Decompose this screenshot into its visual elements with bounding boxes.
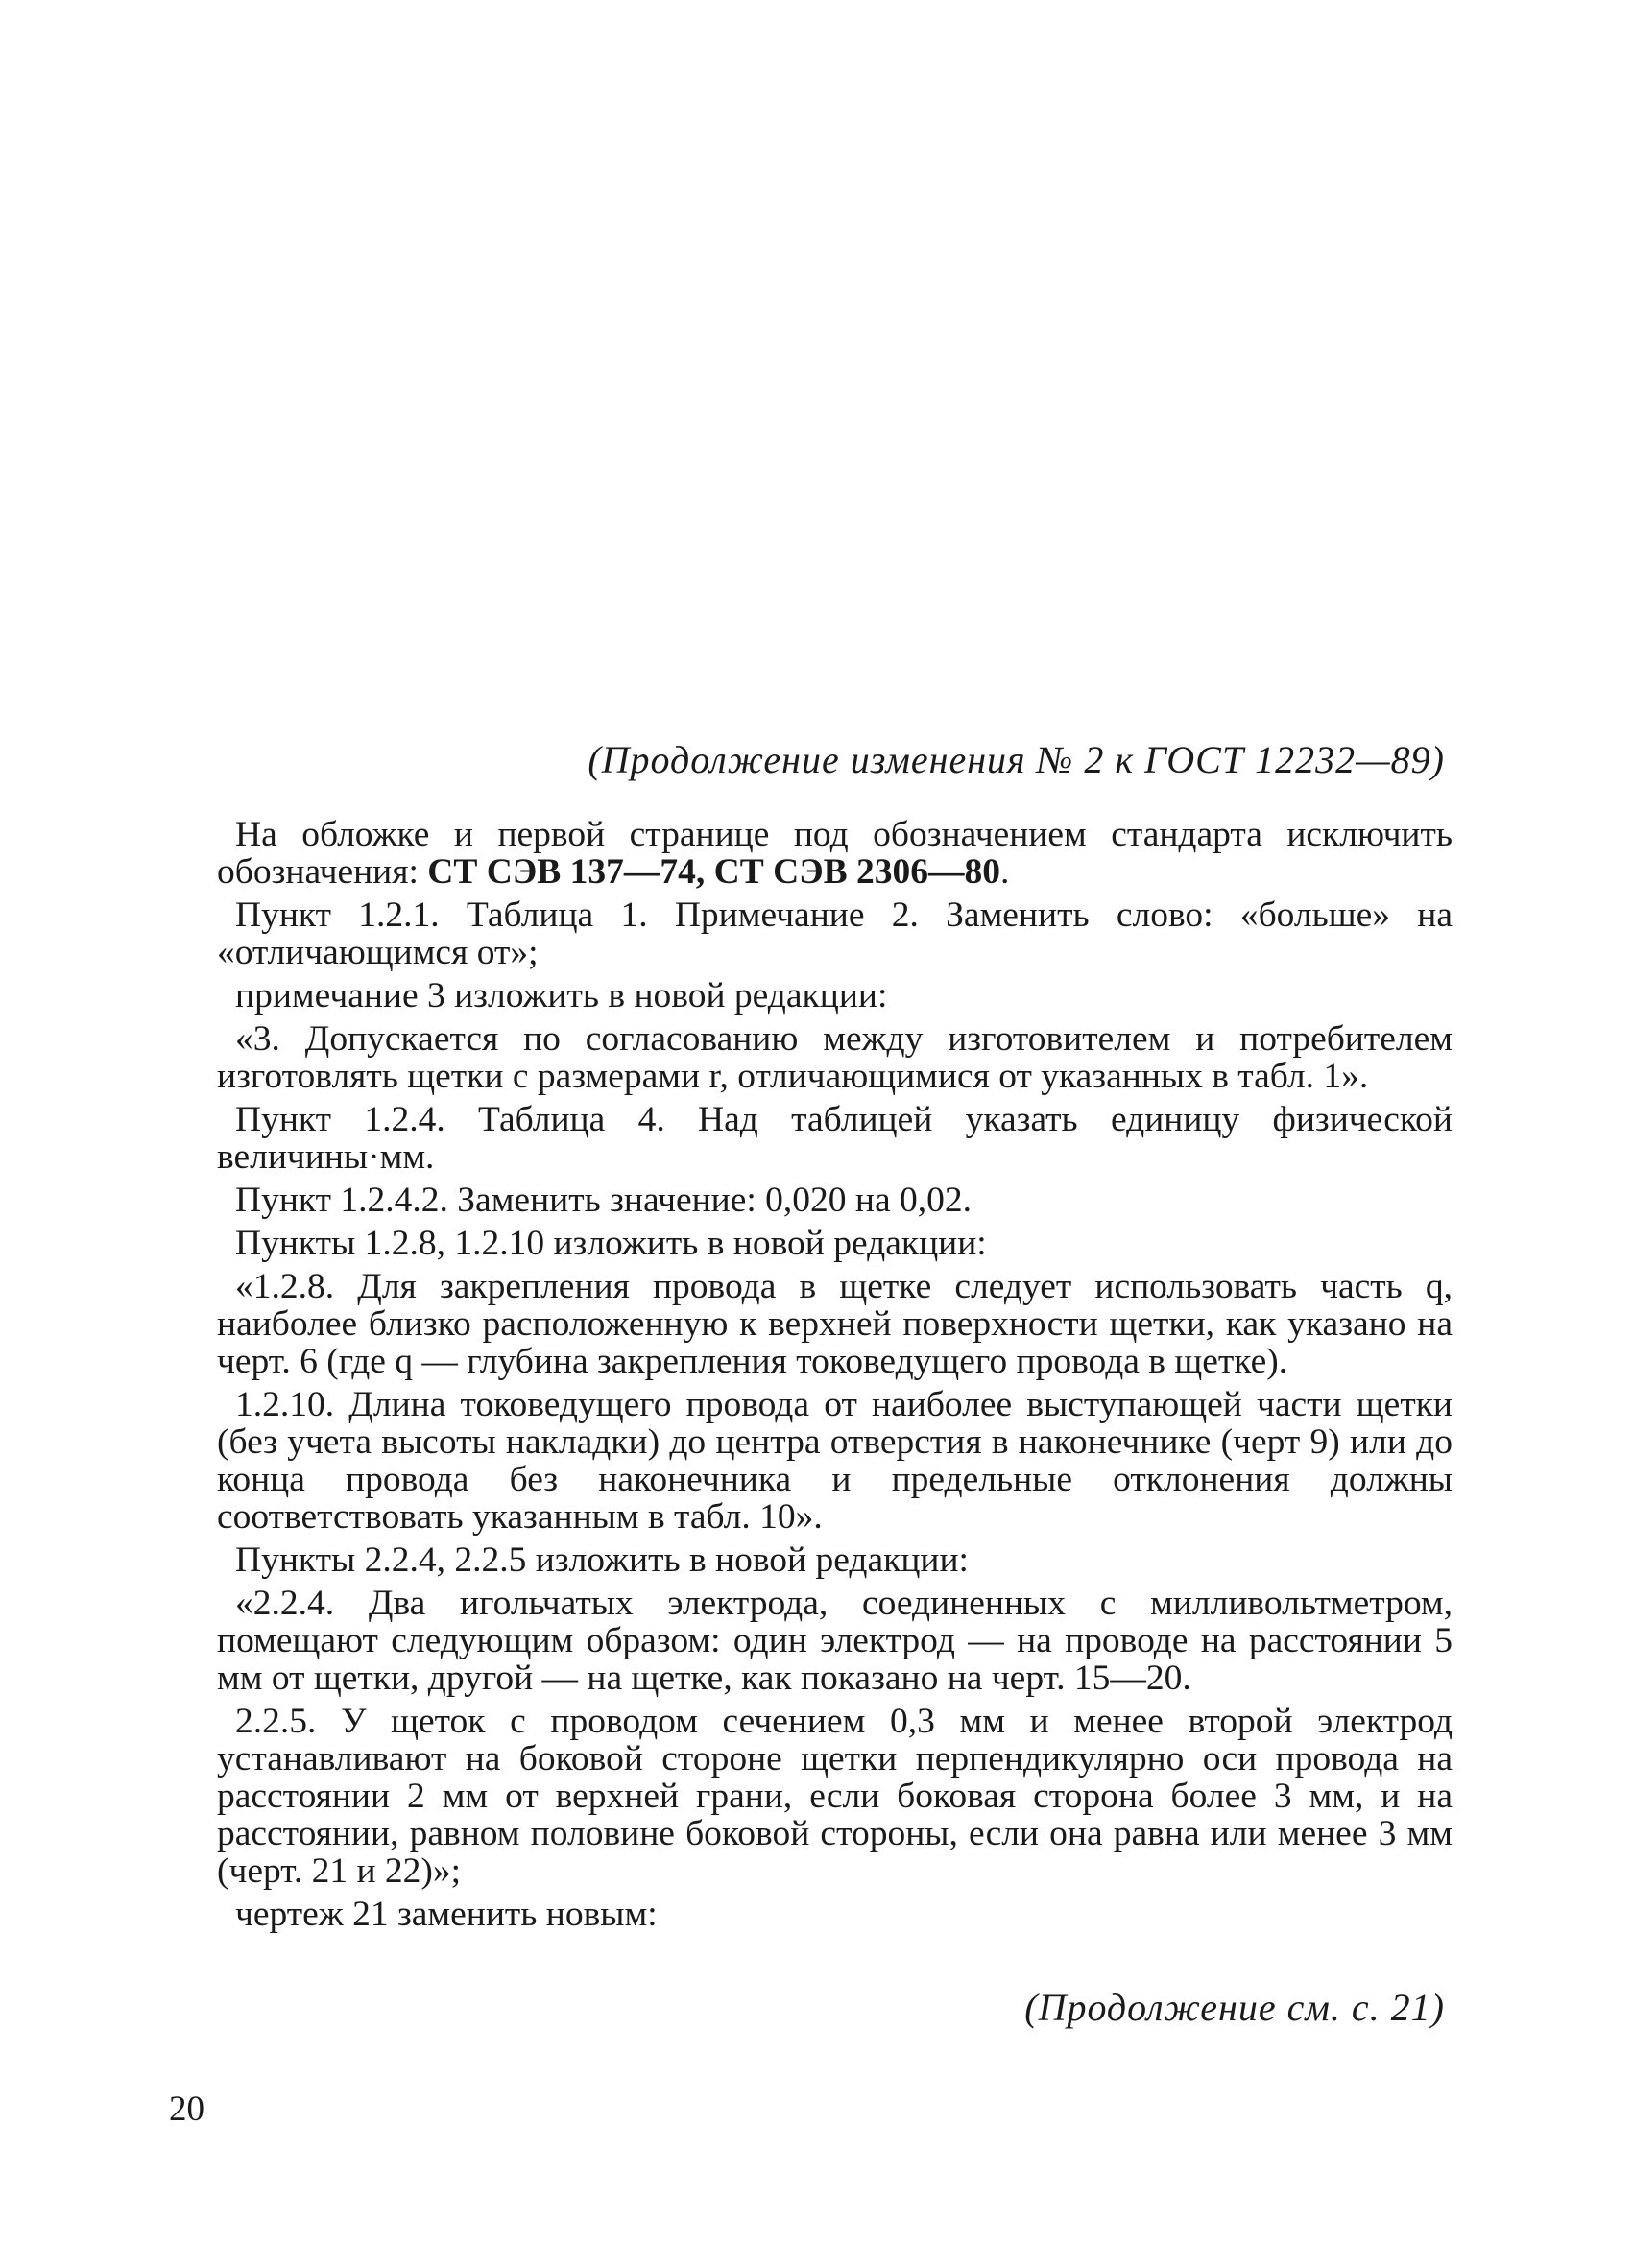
paragraph-2: Пункт 1.2.1. Таблица 1. Примечание 2. Заменить слово: «больше» на «отличающимся от»;: [217, 895, 1453, 972]
paragraph-13: чертеж 21 заменить новым:: [235, 1895, 658, 1934]
body-text: [217, 816, 1453, 1939]
continuation-header: (Продолжение изменения № 2 к ГОСТ 12232—89): [588, 738, 1445, 781]
paragraph-8: «1.2.8. Для закрепления провода в щетке следует использовать часть q, наиболее близко расположенную к верхней поверхности щетки, как указано на черт. 6 (где q — глубина закрепления токоведущего провода в щетке).: [217, 1267, 1453, 1381]
page-number: 20: [169, 2089, 204, 2129]
bold-designations: СТ СЭВ 137—74, СТ СЭВ 2306—80: [427, 852, 1001, 892]
continuation-footer: (Продолжение см. с. 21): [1024, 1986, 1445, 2029]
paragraph-12: 2.2.5. У щеток с проводом сечением 0,3 мм и менее второй электрод устанавливают на боковой стороне щетки перпендикулярно оси провода на расстоянии 2 мм от верхней грани, если боковая сторона более 3 мм, и на расстоянии, равном половине боковой стороны, если она равна или менее 3 мм (черт. 21 и 22)»;: [217, 1702, 1453, 1891]
paragraph-10: Пункты 2.2.4, 2.2.5 изложить в новой редакции:: [235, 1540, 969, 1580]
paragraph-11: «2.2.4. Два игольчатых электрода, соединенных с милливольтметром, помещают следующим образом: один электрод — на проводе на расстоянии 5 мм от щетки, другой — на щетке, как показано на черт. 15—20.: [217, 1584, 1453, 1698]
paragraph-1: На обложке и первой странице под обозначением стандарта исключить обозначения: СТ СЭВ 137—74, СТ СЭВ 2306—80.: [217, 815, 1453, 892]
paragraph-3: примечание 3 изложить в новой редакции:: [235, 976, 888, 1015]
paragraph-4: «3. Допускается по согласованию между изготовителем и потребителем изготовлять щетки с размерами r, отличающимися от указанных в табл. 1».: [217, 1019, 1453, 1096]
paragraph-9: 1.2.10. Длина токоведущего провода от наиболее выступающей части щетки (без учета высоты накладки) до центра отверстия в наконечнике (черт 9) или до конца провода без наконечника и предельные отклонения должны соответствовать указанным в табл. 10».: [217, 1385, 1453, 1537]
paragraph-5: Пункт 1.2.4. Таблица 4. Над таблицей указать единицу физической величины·мм.: [217, 1100, 1453, 1177]
paragraph-7: Пункты 1.2.8, 1.2.10 изложить в новой редакции:: [235, 1224, 987, 1263]
paragraph-6: Пункт 1.2.4.2. Заменить значение: 0,020 на 0,02.: [235, 1181, 973, 1220]
